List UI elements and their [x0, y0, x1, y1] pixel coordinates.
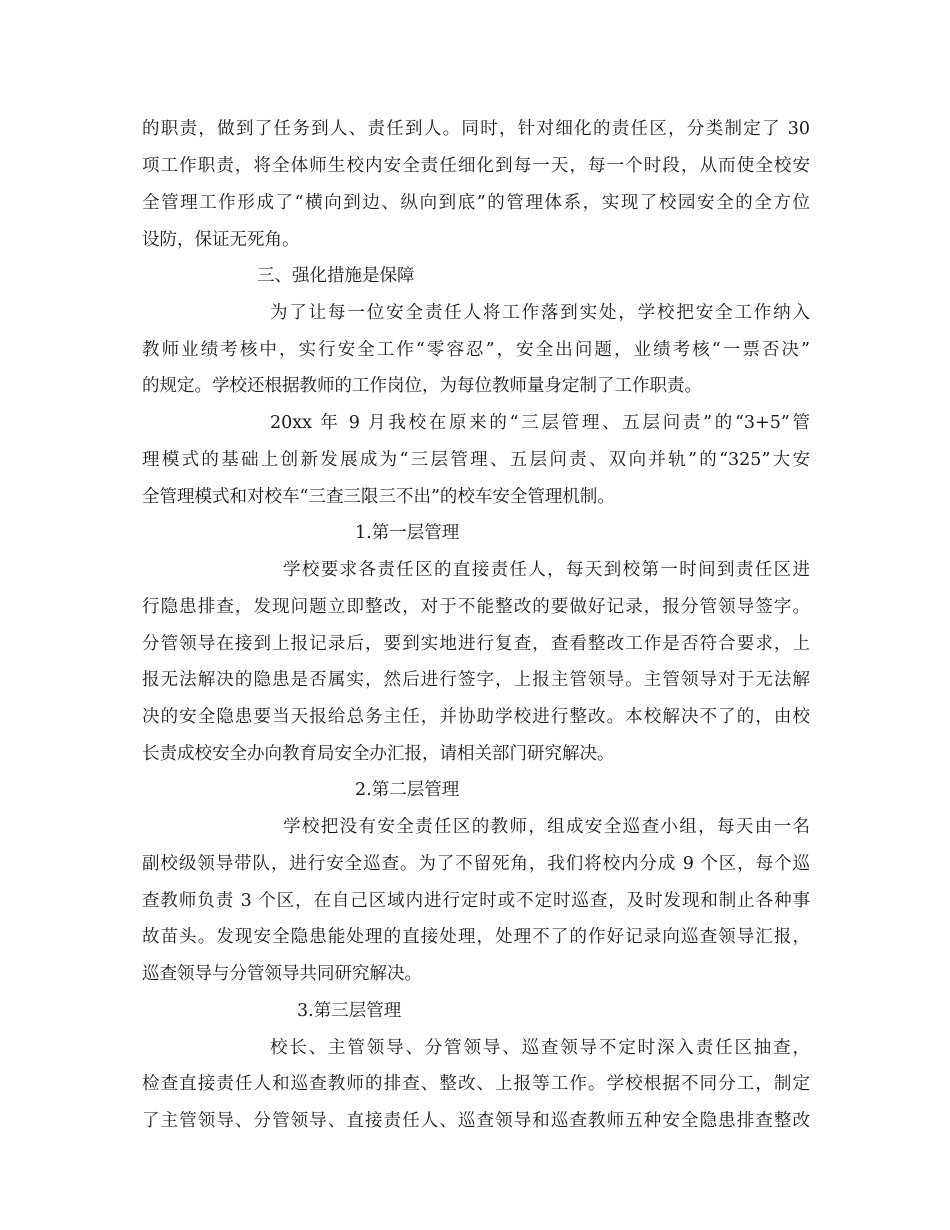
text-line: 教师业绩考核中，实行安全工作“零容忍”，安全出问题，业绩考核“一票否决” — [142, 340, 810, 360]
text-line: 20xx 年 9 月我校在原来的“三层管理、五层问责”的“3+5”管 — [270, 413, 810, 433]
text-line: 设防，保证无死角。 — [142, 230, 300, 250]
text-line: 全管理工作形成了“横向到边、纵向到底”的管理体系，实现了校园安全的全方位 — [142, 193, 810, 213]
subsection-heading: 1.第一层管理 — [355, 523, 460, 543]
subsection-heading: 2.第二层管理 — [355, 780, 460, 800]
text-line: 校长、主管领导、分管领导、巡查领导不定时深入责任区抽查， — [270, 1038, 810, 1058]
text-line: 检查直接责任人和巡查教师的排查、整改、上报等工作。学校根据不同分工，制定 — [142, 1074, 810, 1094]
text-line: 理模式的基础上创新发展成为“三层管理、五层问责、双向并轨”的“325”大安 — [142, 450, 810, 470]
text-line: 行隐患排查，发现问题立即整改，对于不能整改的要做好记录，报分管领导签字。 — [142, 597, 810, 617]
text-line: 故苗头。发现安全隐患能处理的直接处理，处理不了的作好记录向巡查领导汇报， — [142, 927, 810, 947]
text-line: 项工作职责，将全体师生校内安全责任细化到每一天，每一个时段，从而使全校安 — [142, 156, 810, 176]
text-line: 长责成校安全办向教育局安全办汇报，请相关部门研究解决。 — [142, 744, 615, 764]
section-heading: 三、强化措施是保障 — [257, 266, 415, 286]
text-line: 报无法解决的隐患是否属实，然后进行签字，上报主管领导。主管领导对于无法解 — [142, 670, 810, 690]
text-line: 巡查领导与分管领导共同研究解决。 — [142, 964, 422, 984]
text-line: 的职责，做到了任务到人、责任到人。同时，针对细化的责任区，分类制定了 30 — [142, 119, 810, 139]
text-line: 的规定。学校还根据教师的工作岗位，为每位教师量身定制了工作职责。 — [142, 376, 702, 396]
text-line: 查教师负责 3 个区，在自己区域内进行定时或不定时巡查，及时发现和制止各种事 — [142, 891, 810, 911]
subsection-heading: 3.第三层管理 — [297, 1001, 402, 1021]
text-line: 决的安全隐患要当天报给总务主任，并协助学校进行整改。本校解决不了的，由校 — [142, 707, 810, 727]
text-line: 了主管领导、分管领导、直接责任人、巡查领导和巡查教师五种安全隐患排查整改 — [142, 1111, 810, 1131]
text-line: 为了让每一位安全责任人将工作落到实处，学校把安全工作纳入 — [270, 303, 810, 323]
text-line: 副校级领导带队，进行安全巡查。为了不留死角，我们将校内分成 9 个区，每个巡 — [142, 854, 810, 874]
text-line: 分管领导在接到上报记录后，要到实地进行复查，查看整改工作是否符合要求，上 — [142, 634, 810, 654]
text-line: 学校要求各责任区的直接责任人，每天到校第一时间到责任区进 — [283, 560, 810, 580]
text-line: 学校把没有安全责任区的教师，组成安全巡查小组，每天由一名 — [283, 817, 810, 837]
text-line: 全管理模式和对校车“三查三限三不出”的校车安全管理机制。 — [142, 487, 615, 507]
